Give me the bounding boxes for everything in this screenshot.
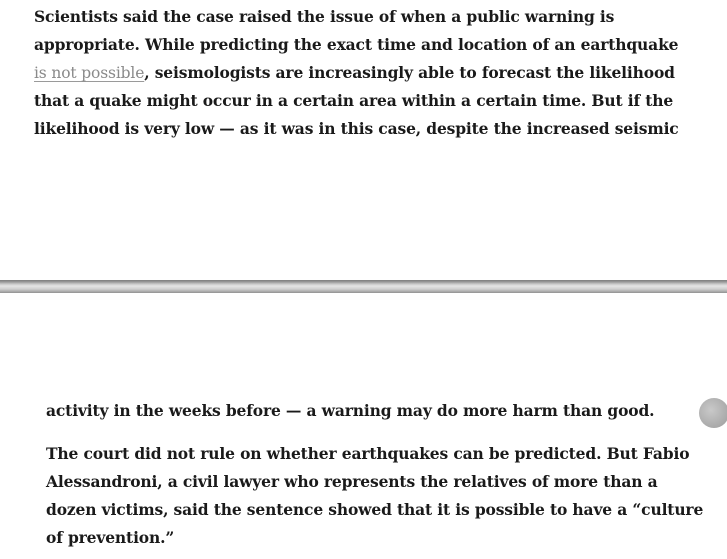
- inline-link-not-possible[interactable]: is not possible: [34, 64, 145, 82]
- paragraph-1-line-1: Scientists said the case raised the issue of when a public warning is: [34, 7, 615, 26]
- article-paragraph-3: [46, 440, 703, 552]
- paragraph-3-line-3: dozen victims, said the sentence showed that it is possible to have a “culture: [46, 500, 704, 519]
- paragraph-3-line-1: The court did not rule on whether earthquakes can be predicted. But Fabio: [46, 444, 690, 463]
- article-paragraph-2: [46, 397, 654, 425]
- paragraph-1-line-5: likelihood is very low — as it was in this case, despite the increased seismic: [34, 119, 679, 138]
- paragraph-3-line-4: of prevention.”: [46, 528, 175, 547]
- article-paragraph-1: [34, 3, 679, 143]
- paragraph-2-line-1: activity in the weeks before — a warning may do more harm than good.: [46, 401, 655, 420]
- paragraph-1-line-4: that a quake might occur in a certain area within a certain time. But if the: [34, 91, 674, 110]
- page-break-divider: [0, 280, 727, 293]
- paragraph-1-line-2: appropriate. While predicting the exact time and location of an earthquake: [34, 35, 679, 54]
- paragraph-3-line-2: Alessandroni, a civil lawyer who represents the relatives of more than a: [46, 472, 658, 491]
- scroll-handle[interactable]: [699, 398, 727, 428]
- paragraph-1-line-3-rest: , seismologists are increasingly able to forecast the likelihood: [144, 63, 675, 82]
- paragraph-1-line-3: [34, 59, 679, 87]
